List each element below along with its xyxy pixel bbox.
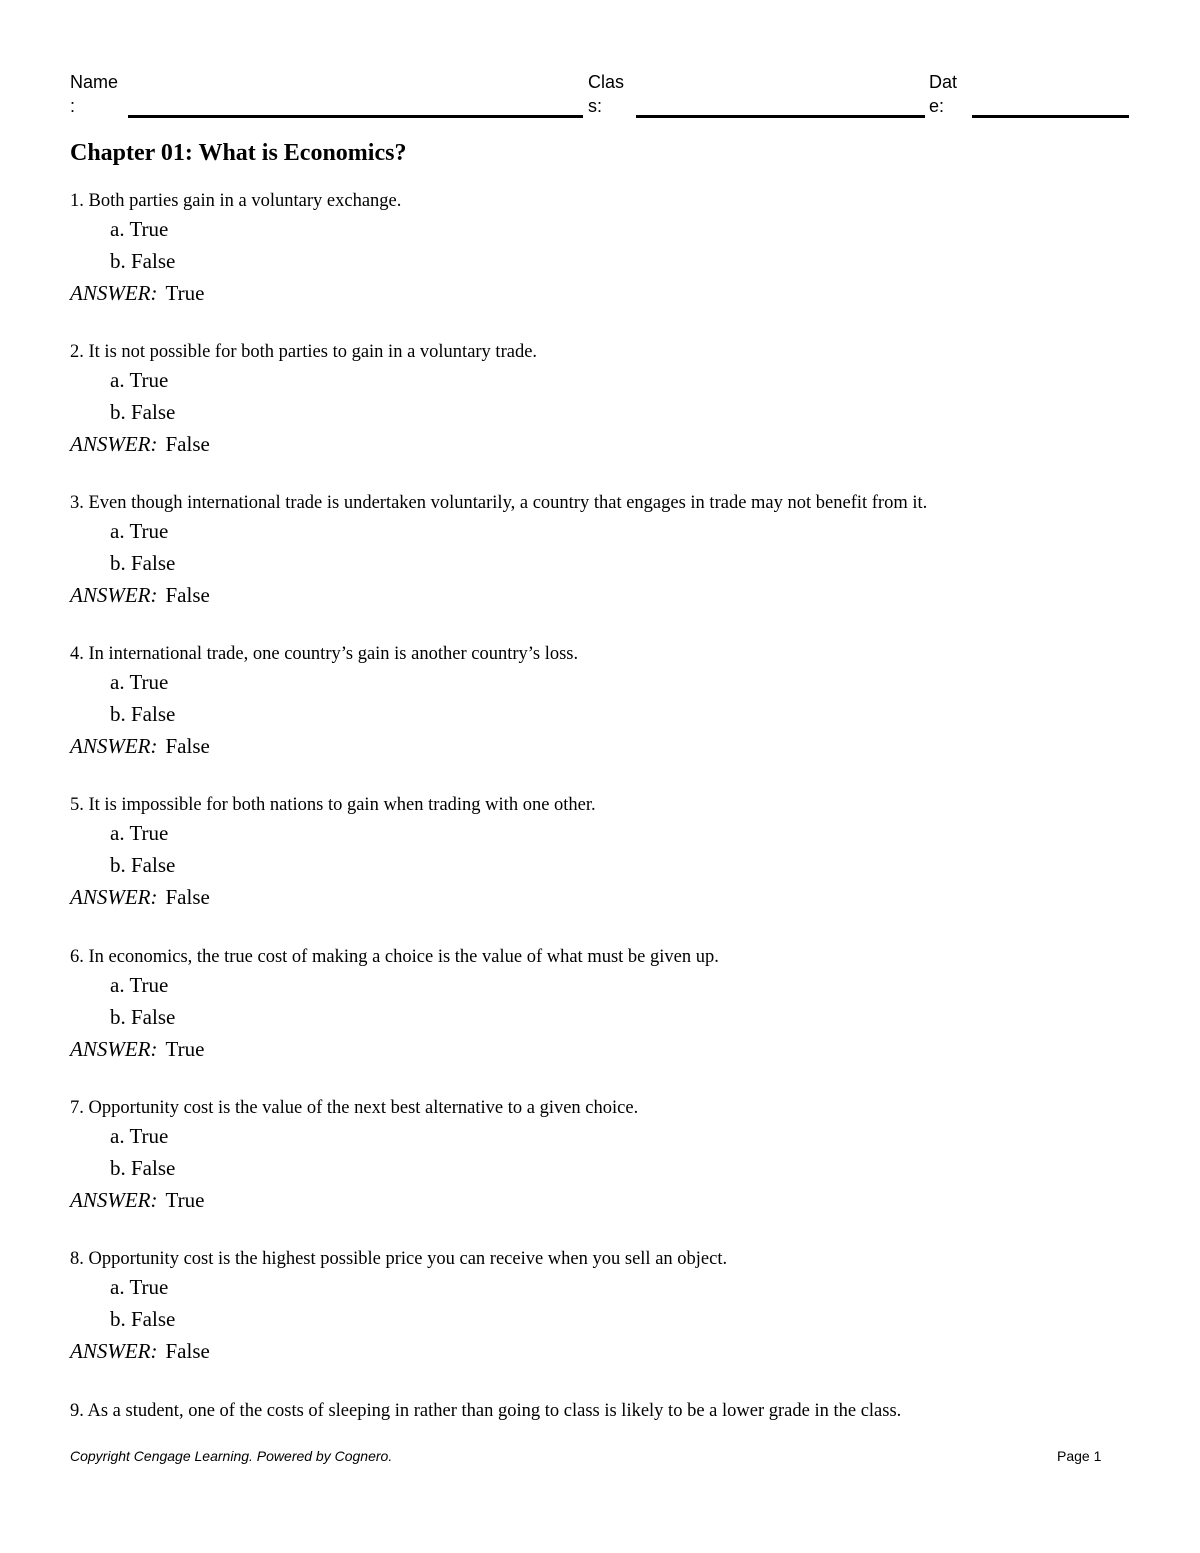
option-a: a. True: [110, 670, 169, 694]
option-b: b. False: [110, 551, 176, 575]
name-label-top: Name: [70, 72, 119, 92]
option-a: a. True: [110, 821, 169, 845]
option-a: a. True: [110, 1124, 169, 1148]
option-a: a. True: [110, 217, 169, 241]
answer-value: False: [165, 583, 210, 607]
answer-line: [70, 1187, 1140, 1219]
answer-line: [70, 1338, 1140, 1370]
question-5: [70, 794, 1140, 916]
question-stem: 8. Opportunity cost is the highest possible price you can receive when you sell an object.: [70, 1249, 728, 1269]
question-stem: 6. In economics, the true cost of making a choice is the value of what must be given up.: [70, 947, 719, 967]
class-input-line[interactable]: [636, 115, 925, 118]
class-label-top: Clas: [588, 72, 625, 92]
question-4: [70, 643, 1140, 765]
name-label-bottom: :: [70, 96, 76, 116]
answer-line: [70, 431, 1140, 463]
question-9: [70, 1400, 1140, 1426]
option-a: a. True: [110, 368, 169, 392]
answer-value: False: [165, 432, 210, 456]
answer-value: False: [165, 734, 210, 758]
answer-label: ANSWER:: [70, 1339, 158, 1363]
answer-value: True: [165, 1188, 205, 1212]
answer-label: ANSWER:: [70, 885, 158, 909]
answer-label: ANSWER:: [70, 432, 158, 456]
answer-line: [70, 280, 1140, 312]
answer-label: ANSWER:: [70, 281, 158, 305]
question-8: [70, 1248, 1140, 1370]
option-a: a. True: [110, 1275, 169, 1299]
class-label-bottom: s:: [588, 96, 603, 116]
question-1: [70, 190, 1140, 312]
answer-value: False: [165, 885, 210, 909]
question-stem: 7. Opportunity cost is the value of the next best alternative to a given choice.: [70, 1098, 639, 1118]
question-2: [70, 341, 1140, 463]
chapter-title: Chapter 01: What is Economics?: [70, 140, 407, 166]
answer-line: [70, 733, 1140, 765]
answer-line: [70, 582, 1140, 614]
option-b: b. False: [110, 1005, 176, 1029]
question-stem: 3. Even though international trade is undertaken voluntarily, a country that engages in trade may not benefit from it.: [70, 493, 928, 513]
question-stem: 9. As a student, one of the costs of sleeping in rather than going to class is likely to be a lower grade in the class.: [70, 1401, 902, 1421]
date-label-top: Dat: [929, 72, 958, 92]
option-a: a. True: [110, 973, 169, 997]
option-b: b. False: [110, 702, 176, 726]
date-input-line[interactable]: [972, 115, 1129, 118]
page-number: Page 1: [1057, 1448, 1102, 1464]
question-stem: 4. In international trade, one country’s gain is another country’s loss.: [70, 644, 579, 664]
question-7: [70, 1097, 1140, 1219]
question-stem: 1. Both parties gain in a voluntary exchange.: [70, 191, 402, 211]
answer-label: ANSWER:: [70, 734, 158, 758]
question-6: [70, 946, 1140, 1068]
answer-label: ANSWER:: [70, 583, 158, 607]
answer-value: False: [165, 1339, 210, 1363]
option-b: b. False: [110, 853, 176, 877]
option-b: b. False: [110, 1156, 176, 1180]
option-b: b. False: [110, 1307, 176, 1331]
answer-line: [70, 1036, 1140, 1068]
question-3: [70, 492, 1140, 614]
option-b: b. False: [110, 249, 176, 273]
answer-value: True: [165, 281, 205, 305]
copyright-footer: Copyright Cengage Learning. Powered by Cognero.: [70, 1448, 393, 1464]
answer-label: ANSWER:: [70, 1188, 158, 1212]
date-label-bottom: e:: [929, 96, 945, 116]
answer-label: ANSWER:: [70, 1037, 158, 1061]
question-stem: 5. It is impossible for both nations to gain when trading with one other.: [70, 795, 596, 815]
answer-value: True: [165, 1037, 205, 1061]
answer-line: [70, 884, 1140, 916]
option-a: a. True: [110, 519, 169, 543]
option-b: b. False: [110, 400, 176, 424]
question-stem: 2. It is not possible for both parties to gain in a voluntary trade.: [70, 342, 538, 362]
name-input-line[interactable]: [128, 115, 583, 118]
